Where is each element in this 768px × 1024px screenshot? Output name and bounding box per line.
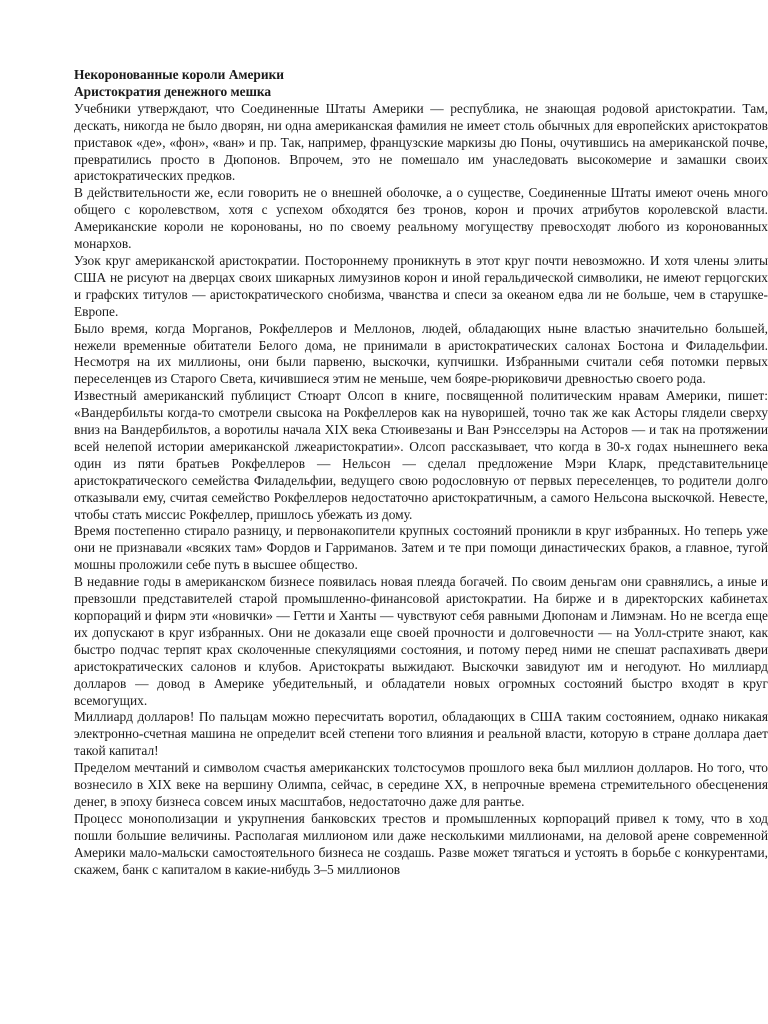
document-title: Некоронованные короли Америки xyxy=(74,67,285,82)
paragraph: Учебники утверждают, что Соединенные Штаты Америки — республика, не знающая родовой аристократии. Там, дескать, никогда не было дворян, ни одна американская фамилия не имеет столь обычных для европейских аристократов приставок «де», «фон», «ван» и пр. Так, например, французские маркизы дю Поны, очутившись на американской почве, превратились просто в Дюпонов. Впрочем, это не помешало им унаследовать высокомерие и замашки своих аристократических предков. xyxy=(74,100,768,184)
paragraph: Миллиард долларов! По пальцам можно пересчитать воротил, обладающих в США таким состоянием, однако никакая электронно-счетная машина не определит всей степени того влияния и реальной власти, которую в стране доллара дает такой капитал! xyxy=(74,709,768,759)
document-page xyxy=(74,67,768,879)
paragraph: Процесс монополизации и укрупнения банковских трестов и промышленных корпораций привел к тому, что в ход пошли большие величины. Располагая миллионом или даже несколькими миллионами, на деловой арене современной Америки мало-мальски самостоятельного бизнеса не создашь. Разве может тягаться и устоять в борьбе с конкурентами, скажем, банк с капиталом в какие-нибудь 3–5 миллионов xyxy=(74,810,768,877)
document-subtitle: Аристократия денежного мешка xyxy=(74,83,272,99)
paragraph: Известный американский публицист Стюарт Олсоп в книге, посвященной политическим нравам Америки, пишет: «Вандербильты когда-то смотрели свысока на Рокфеллеров как на нуворишей, точно так же как Асторы глядели сверху вниз на Вандербильтов, а воротилы начала XIX века Стюивезаны и Ван Рэнсселэры на Асторов — и так на протяжении всей нелепой истории американской лжеаристократии». Олсоп рассказывает, что когда в 30-х годах нынешнего века один из пяти братьев Рокфеллеров — Нельсон — сделал предложение Мэри Кларк, представительнице аристократического семейства Филадельфии, ведущего свою родословную от первых переселенцев, то родители долго отказывали ему, считая семейство Рокфеллеров недостаточно аристократичным, а самого Нельсона выскочкой. Невесте, чтобы стать миссис Рокфеллер, пришлось убежать из дому. xyxy=(74,388,768,522)
paragraph: Узок круг американской аристократии. Постороннему проникнуть в этот круг почти невозможно. И хотя члены элиты США не рисуют на дверцах своих шикарных лимузинов корон и иной геральдической символики, не имеют герцогских и графских титулов — аристократического снобизма, чванства и спеси за океаном едва ли не больше, чем в старушке-Европе. xyxy=(74,252,768,319)
paragraph: В действительности же, если говорить не о внешней оболочке, а о существе, Соединенные Штаты имеют очень много общего с королевством, хотя с успехом обходятся без тронов, корон и прочих атрибутов королевской власти. Американские короли не коронованы, но по своему реальному могуществу превосходят любого из коронованных монархов. xyxy=(74,185,768,252)
paragraph: В недавние годы в американском бизнесе появилась новая плеяда богачей. По своим деньгам они сравнялись, а иные и превзошли представителей старой промышленно-финансовой аристократии. На бирже и в директорских кабинетах корпораций и фирм эти «новички» — Гетти и Ханты — чувствуют себя равными Дюпонам и Лимэнам. Но не всегда еще их допускают в круг избранных. Они не доказали еще своей прочности и долговечности — на Уолл-стрите знают, как быстро подчас терпят крах сколоченные спекуляциями состояния, и потому перед ними не спешат распахивать двери аристократических салонов и клубов. Аристократы выжидают. Выскочки завидуют им и негодуют. Но миллиард долларов — довод в Америке убедительный, и обладатели новых огромных состояний быстро входят в круг всемогущих. xyxy=(74,574,768,708)
paragraph: Было время, когда Морганов, Рокфеллеров и Меллонов, людей, обладающих ныне властью значительно большей, нежели временные обитатели Белого дома, не принимали в аристократических салонах Бостона и Филадельфии. Несмотря на их миллионы, они были парвеню, выскочки, купчишки. Избранными считали себя потомки первых переселенцев из Старого Света, кичившиеся этим не меньше, чем бояре-рюриковичи древностью своего рода. xyxy=(74,320,768,387)
paragraph: Время постепенно стирало разницу, и первонакопители крупных состояний проникли в круг избранных. Но теперь уже они не признавали «всяких там» Фордов и Гарриманов. Затем и те при помощи династических браков, а главное, тугой мошны проложили себе путь в высшее общество. xyxy=(74,523,768,573)
paragraph: Пределом мечтаний и символом счастья американских толстосумов прошлого века был миллион долларов. Но того, что вознесило в XIX веке на вершину Олимпа, сейчас, в середине XX, в непрочные времена стремительного обесценения денег, в эпоху бизнеса совсем иных масштабов, недостаточно даже для рантье. xyxy=(74,760,768,809)
